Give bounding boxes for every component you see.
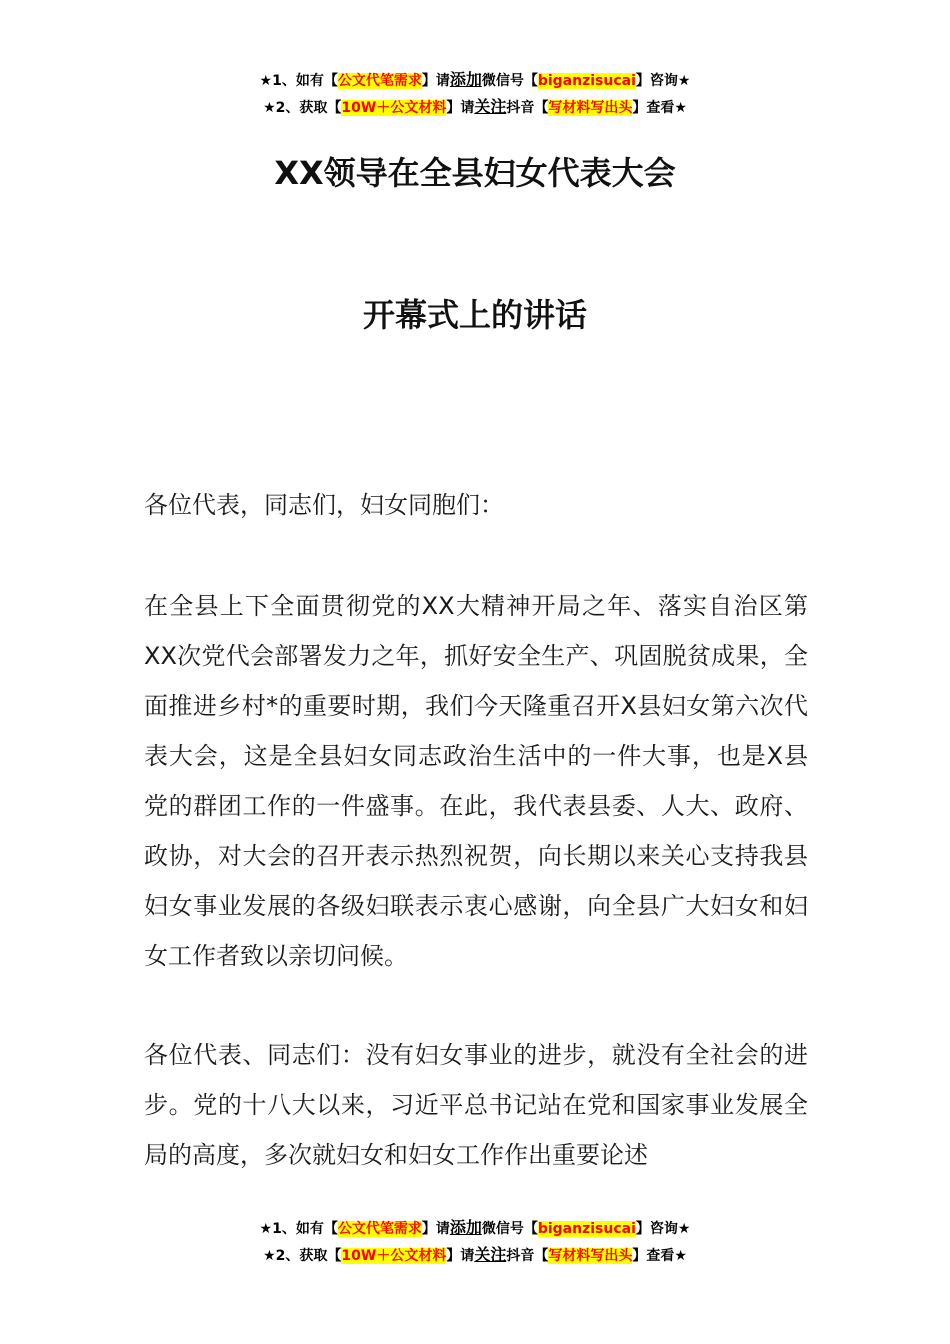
highlight-service: 公文代笔需求 [337, 73, 422, 89]
document-title-line-1: XX领导在全县妇女代表大会 [274, 154, 676, 192]
highlight-materials: 10W＋公文材料 [341, 100, 447, 116]
highlight-service: 公文代笔需求 [337, 1221, 422, 1237]
highlight-wechat-id: biganzisucai [537, 1221, 636, 1237]
header-banner [0, 67, 950, 121]
paragraph-1: 在全县上下全面贯彻党的XX大精神开局之年、落实自治区第XX次党代会部署发力之年，抓好安全生产、巩固脱贫成果，全面推进乡村*的重要时期，我们今天隆重召开X县妇女第六次代表大会，这是全县妇女同志政治生活中的一件大事，也是X县党的群团工作的一件盛事。在此，我代表县委、人大、政府、政协，对大会的召开表示热烈祝贺，向长期以来关心支持我县妇女事业发展的各级妇联表示衷心感谢，向全县广大妇女和妇女工作者致以亲切问候。 [144, 592, 808, 970]
greeting: 各位代表，同志们，妇女同胞们： [144, 491, 504, 519]
document-title-line-2: 开幕式上的讲话 [362, 296, 587, 334]
highlight-douyin: 写材料写出头 [548, 100, 633, 116]
footer-line-1: ★1、如有【公文代笔需求】请添加微信号【biganzisucai】咨询★ [259, 1218, 691, 1237]
header-line-1: ★1、如有【公文代笔需求】请添加微信号【biganzisucai】咨询★ [259, 70, 691, 89]
paragraph-2: 各位代表、同志们：没有妇女事业的进步，就没有全社会的进步。党的十八大以来，习近平总书记站在党和国家事业发展全局的高度，多次就妇女和妇女工作作出重要论述 [144, 1041, 808, 1169]
highlight-wechat-id: biganzisucai [537, 73, 636, 89]
footer-line-2: ★2、获取【10W＋公文材料】请关注抖音【写材料写出头】查看★ [263, 1245, 687, 1264]
header-line-2: ★2、获取【10W＋公文材料】请关注抖音【写材料写出头】查看★ [263, 97, 687, 116]
footer-banner [0, 1215, 950, 1269]
highlight-douyin: 写材料写出头 [548, 1248, 633, 1264]
highlight-materials: 10W＋公文材料 [341, 1248, 447, 1264]
